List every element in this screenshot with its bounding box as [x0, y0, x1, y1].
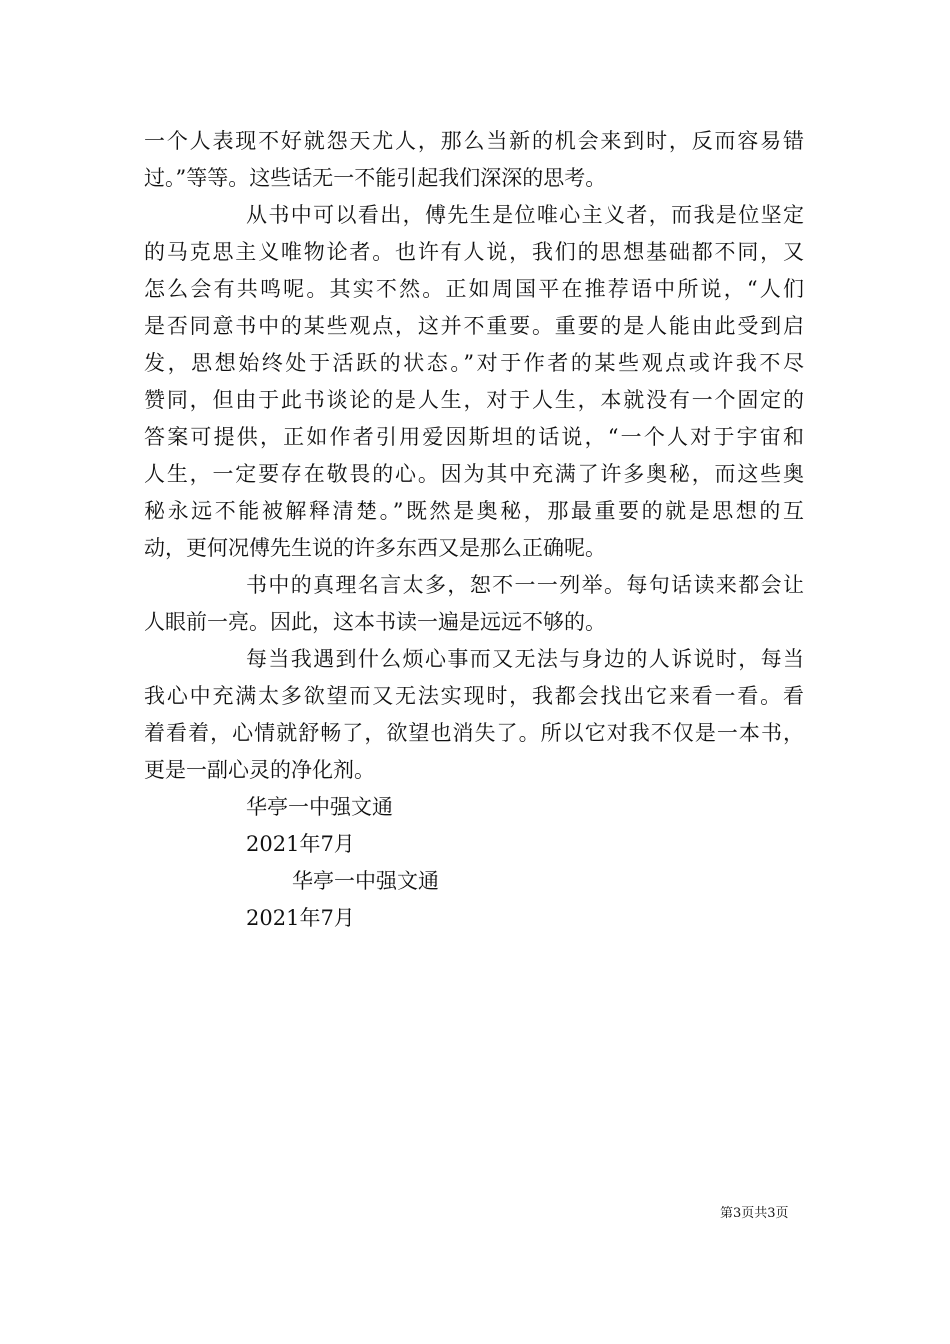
text-line: 的马克思主义唯物论者。也许有人说，我们的思想基础都不同，又	[144, 240, 804, 264]
text-line: 答案可提供，正如作者引用爱因斯坦的话说，“一个人对于宇宙和	[144, 425, 804, 449]
text-line: 发，思想始终处于活跃的状态。”对于作者的某些观点或许我不尽	[144, 351, 804, 375]
text-line: 动，更何况傅先生说的许多东西又是那么正确呢。	[144, 536, 606, 560]
text-line: 秘永远不能被解释清楚。”既然是奥秘，那最重要的就是思想的互	[144, 499, 804, 523]
text-line: 人生，一定要存在敬畏的心。因为其中充满了许多奥秘，而这些奥	[144, 462, 804, 486]
signature-author: 华亭一中强文通	[246, 795, 393, 819]
paragraph-start-line: 每当我遇到什么烦心事而又无法与身边的人诉说时，每当	[246, 647, 804, 671]
text-line: 过。”等等。这些话无一不能引起我们深深的思考。	[144, 166, 607, 190]
text-line: 一个人表现不好就怨天尤人，那么当新的机会来到时，反而容易错	[144, 129, 804, 153]
paragraph-start-line: 书中的真理名言太多，恕不一一列举。每句话读来都会让	[246, 573, 804, 597]
signature-date: 2021年7月	[246, 906, 355, 930]
signature-date: 2021年7月	[246, 832, 355, 856]
signature-author: 华亭一中强文通	[292, 869, 439, 893]
paragraph-start-line: 从书中可以看出，傅先生是位唯心主义者，而我是位坚定	[246, 203, 804, 227]
text-line: 是否同意书中的某些观点，这并不重要。重要的是人能由此受到启	[144, 314, 804, 338]
text-line: 我心中充满太多欲望而又无法实现时，我都会找出它来看一看。看	[144, 684, 804, 708]
document-body	[144, 123, 804, 937]
text-line: 更是一副心灵的净化剂。	[144, 758, 375, 782]
page-number-footer: 第3页共3页	[720, 1206, 789, 1221]
text-line: 着看着，心情就舒畅了，欲望也消失了。所以它对我不仅是一本书，	[144, 721, 804, 745]
text-line: 赞同，但由于此书谈论的是人生，对于人生，本就没有一个固定的	[144, 388, 804, 412]
text-line: 怎么会有共鸣呢。其实不然。正如周国平在推荐语中所说，“人们	[144, 277, 804, 301]
text-line: 人眼前一亮。因此，这本书读一遍是远远不够的。	[144, 610, 606, 634]
